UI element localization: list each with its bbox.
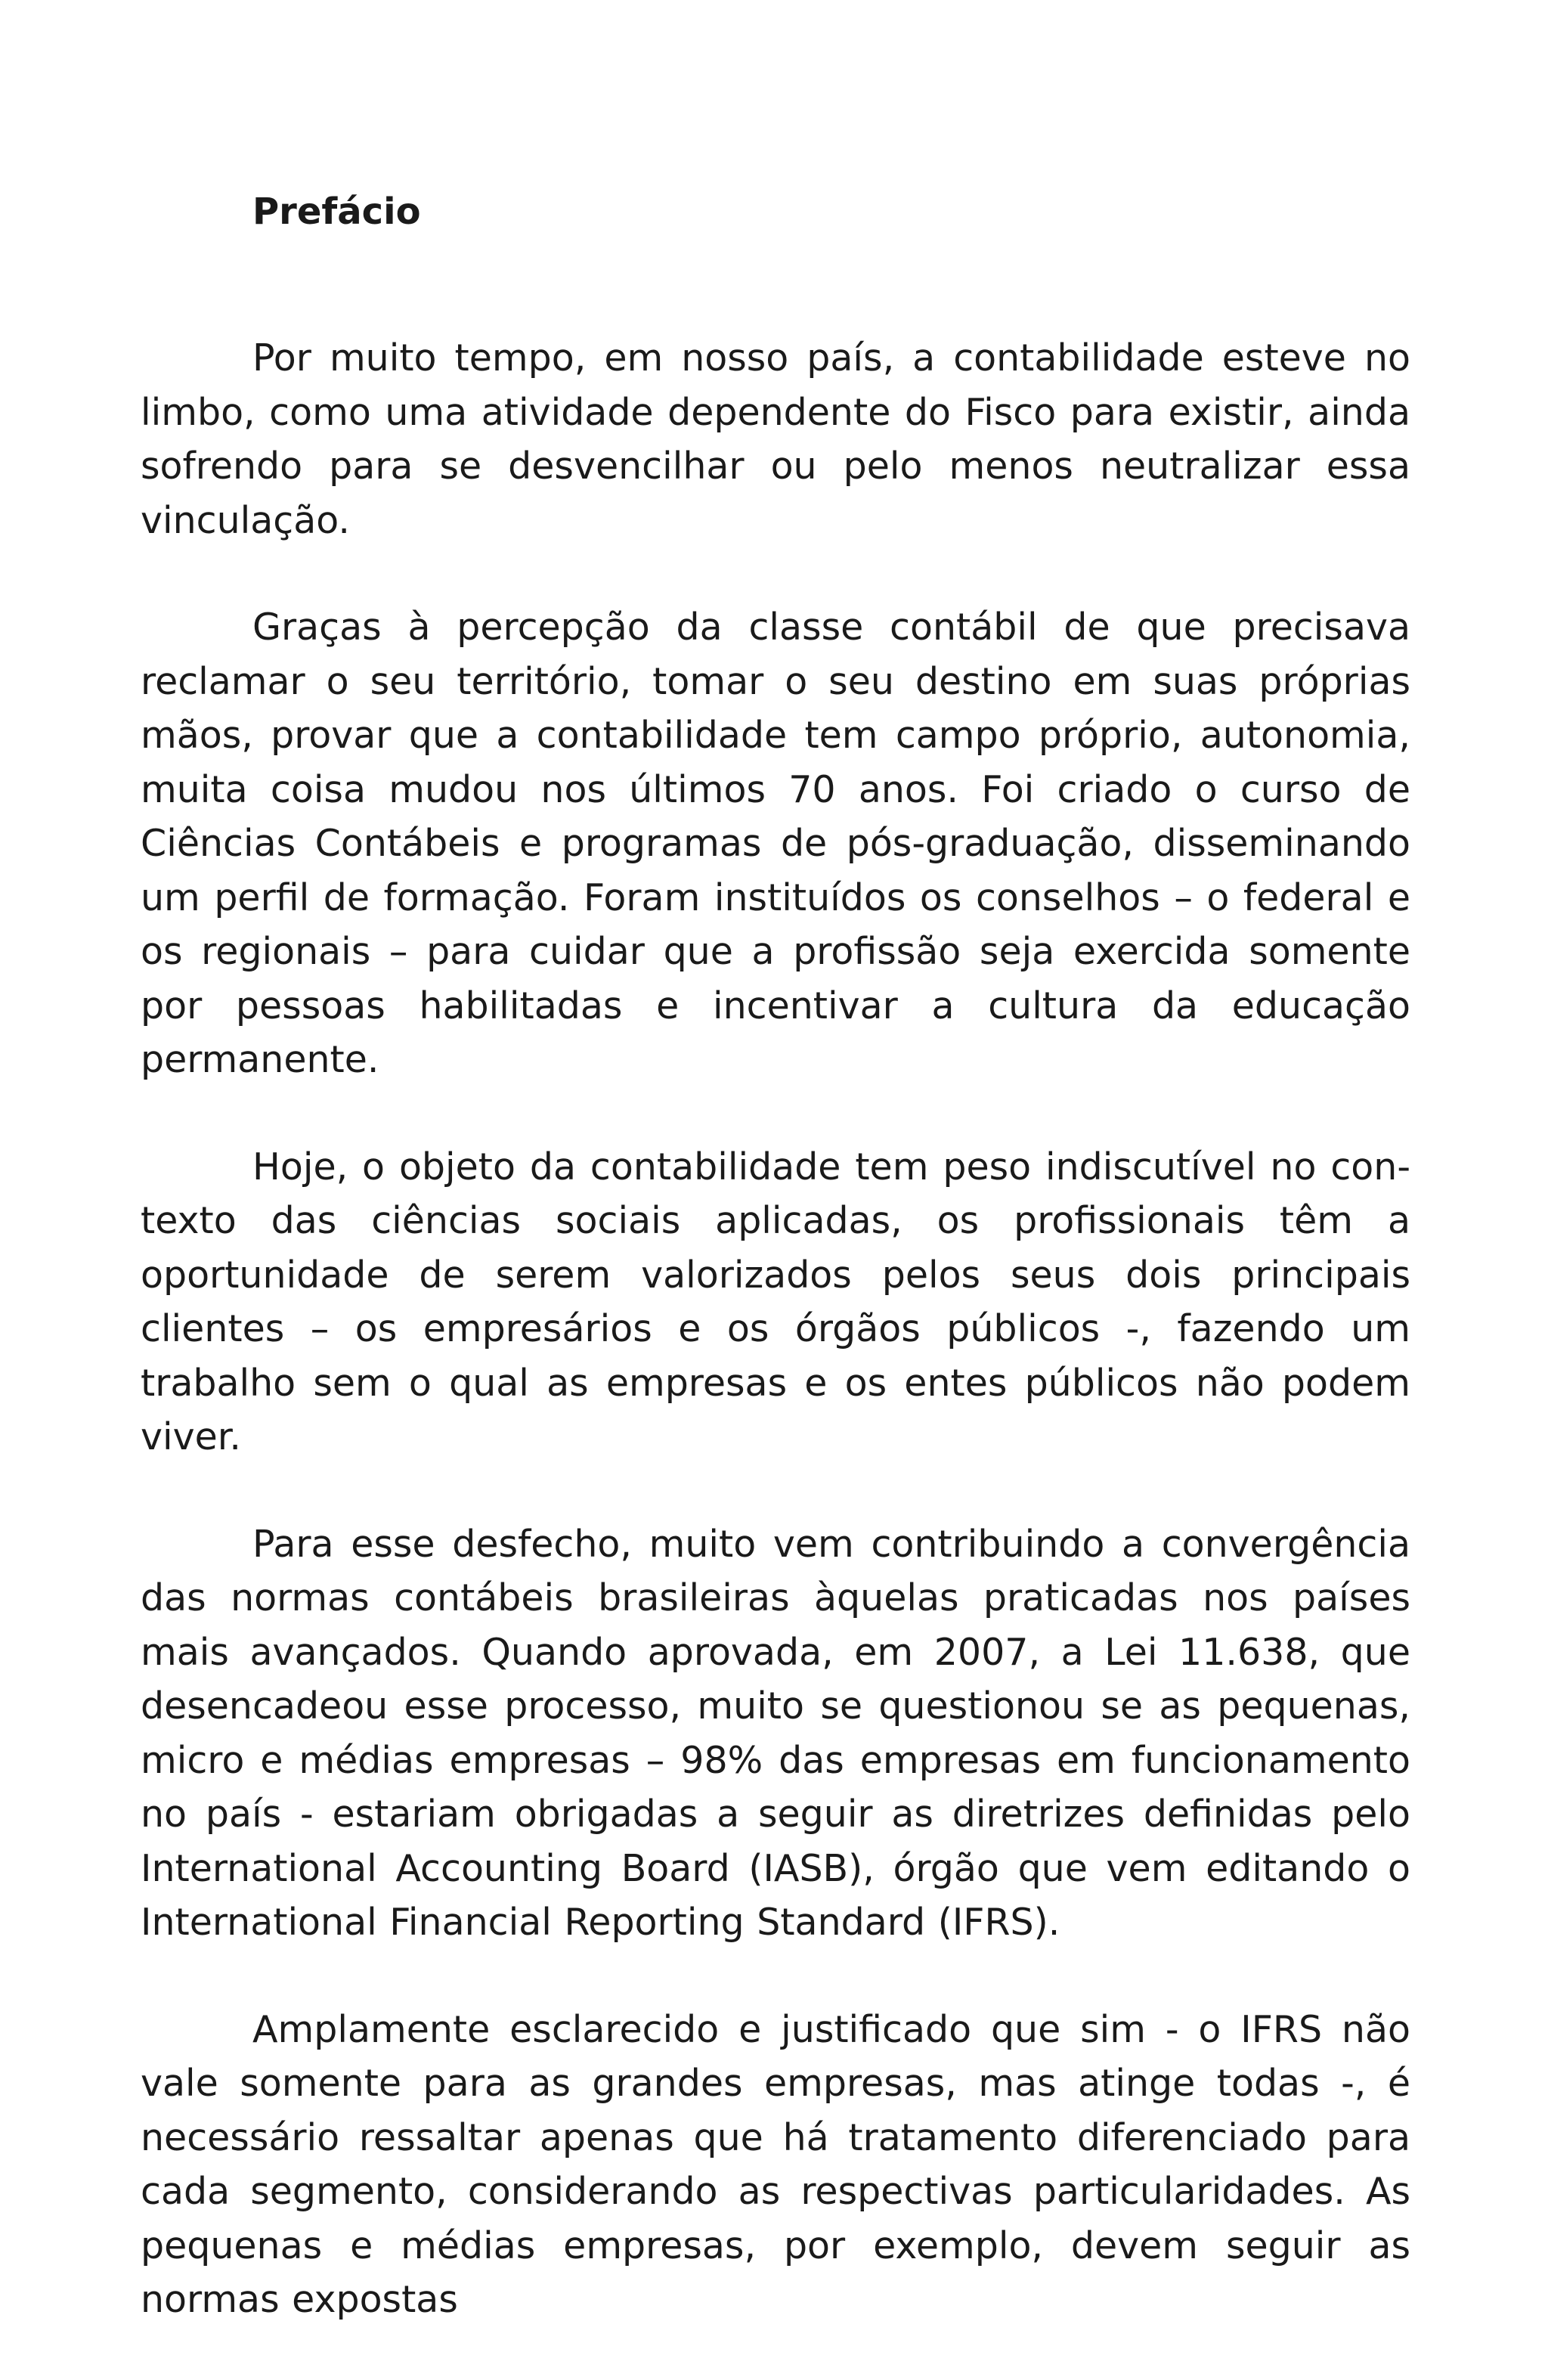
paragraph-2: Graças à percepção da classe contábil de que precisava reclamar o seu território, tomar o seu destino em suas próprias mãos, provar que a contabilidade tem campo próprio, autonomia, muita coisa mudou nos últimos 70 anos. Foi criado o curso de Ciências Contábeis e programas de pós-graduação, disseminando um perfil de formação. Foram instituídos os conselhos – o federal e os regionais – para cuidar que a profissão seja exercida somente por pessoas habilitadas e incentivar a cultura da educação permanente. [141,606,1410,1081]
paragraph-3: Hoje, o objeto da contabilidade tem peso indiscutível no contexto das ciências sociais aplicadas, os profissionais têm a oportunidade de serem valorizados pelos seus dois principais clientes – os empresários e os órgãos públicos -, fazendo um trabalho sem o qual as empresas e os entes públicos não podem viver. [141,1145,1410,1458]
page-title: Prefácio [252,191,421,233]
paragraph-1: Por muito tempo, em nosso país, a contabilidade esteve no limbo, como uma atividade dependente do Fisco para existir, ainda sofrendo para se desvencilhar ou pelo menos neutralizar essa vinculação. [141,336,1410,542]
body-text [141,331,1410,2380]
paragraph-5: Amplamente esclarecido e justificado que sim - o IFRS não vale somente para as grandes empresas, mas atinge todas -, é necessário ressaltar apenas que há tratamento diferenciado para cada segmento, considerando as respectivas particularidades. As pequenas e médias empresas, por exemplo, devem seguir as normas expostas [141,2007,1410,2321]
paragraph-4: Para esse desfecho, muito vem contribuindo a convergência das normas contábeis brasileiras àquelas praticadas nos países mais avançados. Quando aprovada, em 2007, a Lei 11.638, que desencadeou esse processo, muito se questionou se as pequenas, micro e médias empresas – 98% das empresas em funcionamento no país - estariam obrigadas a seguir as diretrizes definidas pelo International Accounting Board (IASB), órgão que vem editando o International Financial Reporting Standard (IFRS). [141,1522,1410,1944]
